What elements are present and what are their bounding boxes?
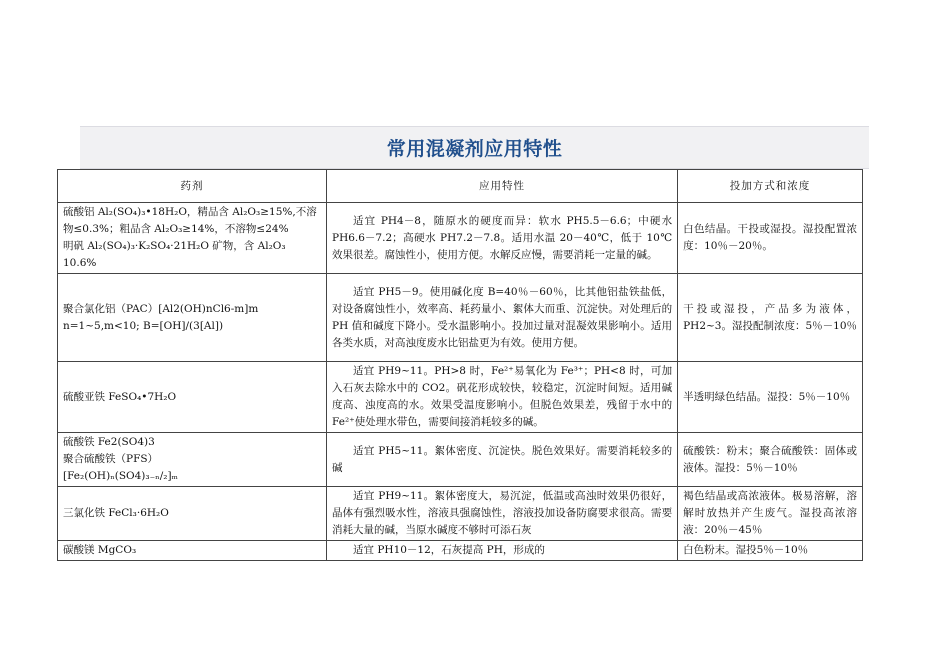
table-row (58, 541, 863, 561)
agent-line: 明矾 Al₂(SO₄)₃·K₂SO₄·21H₂O 矿物，含 Al₂O₃ 10.6% (63, 240, 286, 269)
dosage-cell: 半透明绿色结晶。湿投：5％－10％ (678, 362, 863, 433)
property-cell: 适宜 PH5~11。絮体密度、沉淀快。脱色效果好。需要消耗较多的碱 (327, 433, 678, 487)
table-row (58, 203, 863, 274)
page-title: 常用混凝剂应用特性 (386, 138, 563, 160)
dosage-cell: 干投或湿投，产品多为液体，PH2~3。湿投配制浓度：5％－10％ (678, 274, 863, 362)
property-cell: 适宜 PH4－8，随原水的硬度而异：软水 PH5.5－6.6；中硬水 PH6.6－7.2；高硬水 PH7.2－7.8。适用水温 20－40℃，低于 10℃效果很差。腐蚀性小，使用方便。水解反应慢，需要消耗一定量的碱。 (327, 203, 678, 274)
agent-cell (58, 274, 327, 362)
dosage-cell: 褐色结晶或高浓液体。极易溶解，溶解时放热并产生废气。湿投高浓溶液：20％－45％ (678, 487, 863, 541)
agent-cell (58, 362, 327, 433)
agent-line: 聚合硫酸铁（PFS） (63, 453, 159, 465)
property-cell: 适宜 PH9~11。PH>8 时，Fe²⁺易氧化为 Fe³⁺；PH<8 时，可加入石灰去除水中的 CO2。矾花形成较快，较稳定，沉淀时间短。适用碱度高、浊度高的水。效果受温度影响小。但脱色效果差，残留于水中的 Fe²⁺使处理水带色，需要间接消耗较多的碱。 (327, 362, 678, 433)
agent-cell (58, 433, 327, 487)
agent-line: 硫酸铁 Fe2(SO4)3 (63, 436, 155, 448)
agent-cell (58, 541, 327, 561)
agent-line: 碳酸镁 MgCO₃ (63, 544, 137, 556)
header-agent: 药剂 (58, 170, 327, 203)
agent-cell (58, 203, 327, 274)
dosage-cell: 白色结晶。干投或湿投。湿投配置浓度：10％－20％。 (678, 203, 863, 274)
property-cell: 适宜 PH5－9。使用碱化度 B=40％－60％，比其他铝盐铁盐低，对设备腐蚀性小，效率高、耗药量小、絮体大而重、沉淀快。对处理后的 PH 值和碱度下降小。受水温影响小。投加过量对混凝效果影响小。适用各类水质，对高浊度废水比铝盐更为有效。使用方便。 (327, 274, 678, 362)
agent-line: [Fe₂(OH)ₙ(SO4)₃₋ₙ/₂]ₘ (63, 470, 178, 482)
agent-cell (58, 487, 327, 541)
agent-line: 三氯化铁 FeCl₃·6H₂O (63, 507, 169, 519)
table-row (58, 362, 863, 433)
property-cell: 适宜 PH10－12，石灰提高 PH，形成的 (327, 541, 678, 561)
table-row (58, 433, 863, 487)
dosage-cell: 硫酸铁：粉末；聚合硫酸铁：固体或液体。湿投：5％－10％ (678, 433, 863, 487)
header-property: 应用特性 (327, 170, 678, 203)
agent-line: 聚合氯化铝（PAC）[Al2(OH)nCl6-m]m (63, 302, 259, 315)
table-row (58, 274, 863, 362)
title-band (80, 126, 869, 169)
agent-line: 硫酸亚铁 FeSO₄•7H₂O (63, 390, 177, 403)
header-dosage: 投加方式和浓度 (678, 170, 863, 203)
agent-line: 硫酸铝 Al₂(SO₄)₃•18H₂O，精品含 Al₂O₃≥15%,不溶物≤0.3%；粗品含 Al₂O₃≥14%，不溶物≤24% (63, 206, 317, 235)
dosage-cell: 白色粉末。湿投5％－10％ (678, 541, 863, 561)
table-row (58, 487, 863, 541)
property-cell: 适宜 PH9~11。絮体密度大，易沉淀，低温或高浊时效果仍很好，晶体有强烈吸水性，溶液具强腐蚀性，溶液投加设备防腐要求很高。需要消耗大量的碱，当原水碱度不够时可添石灰 (327, 487, 678, 541)
coagulant-table (57, 169, 863, 561)
table-header-row (58, 170, 863, 203)
agent-line: n=1~5,m<10; B=[OH]/(3[Al]) (63, 319, 224, 332)
